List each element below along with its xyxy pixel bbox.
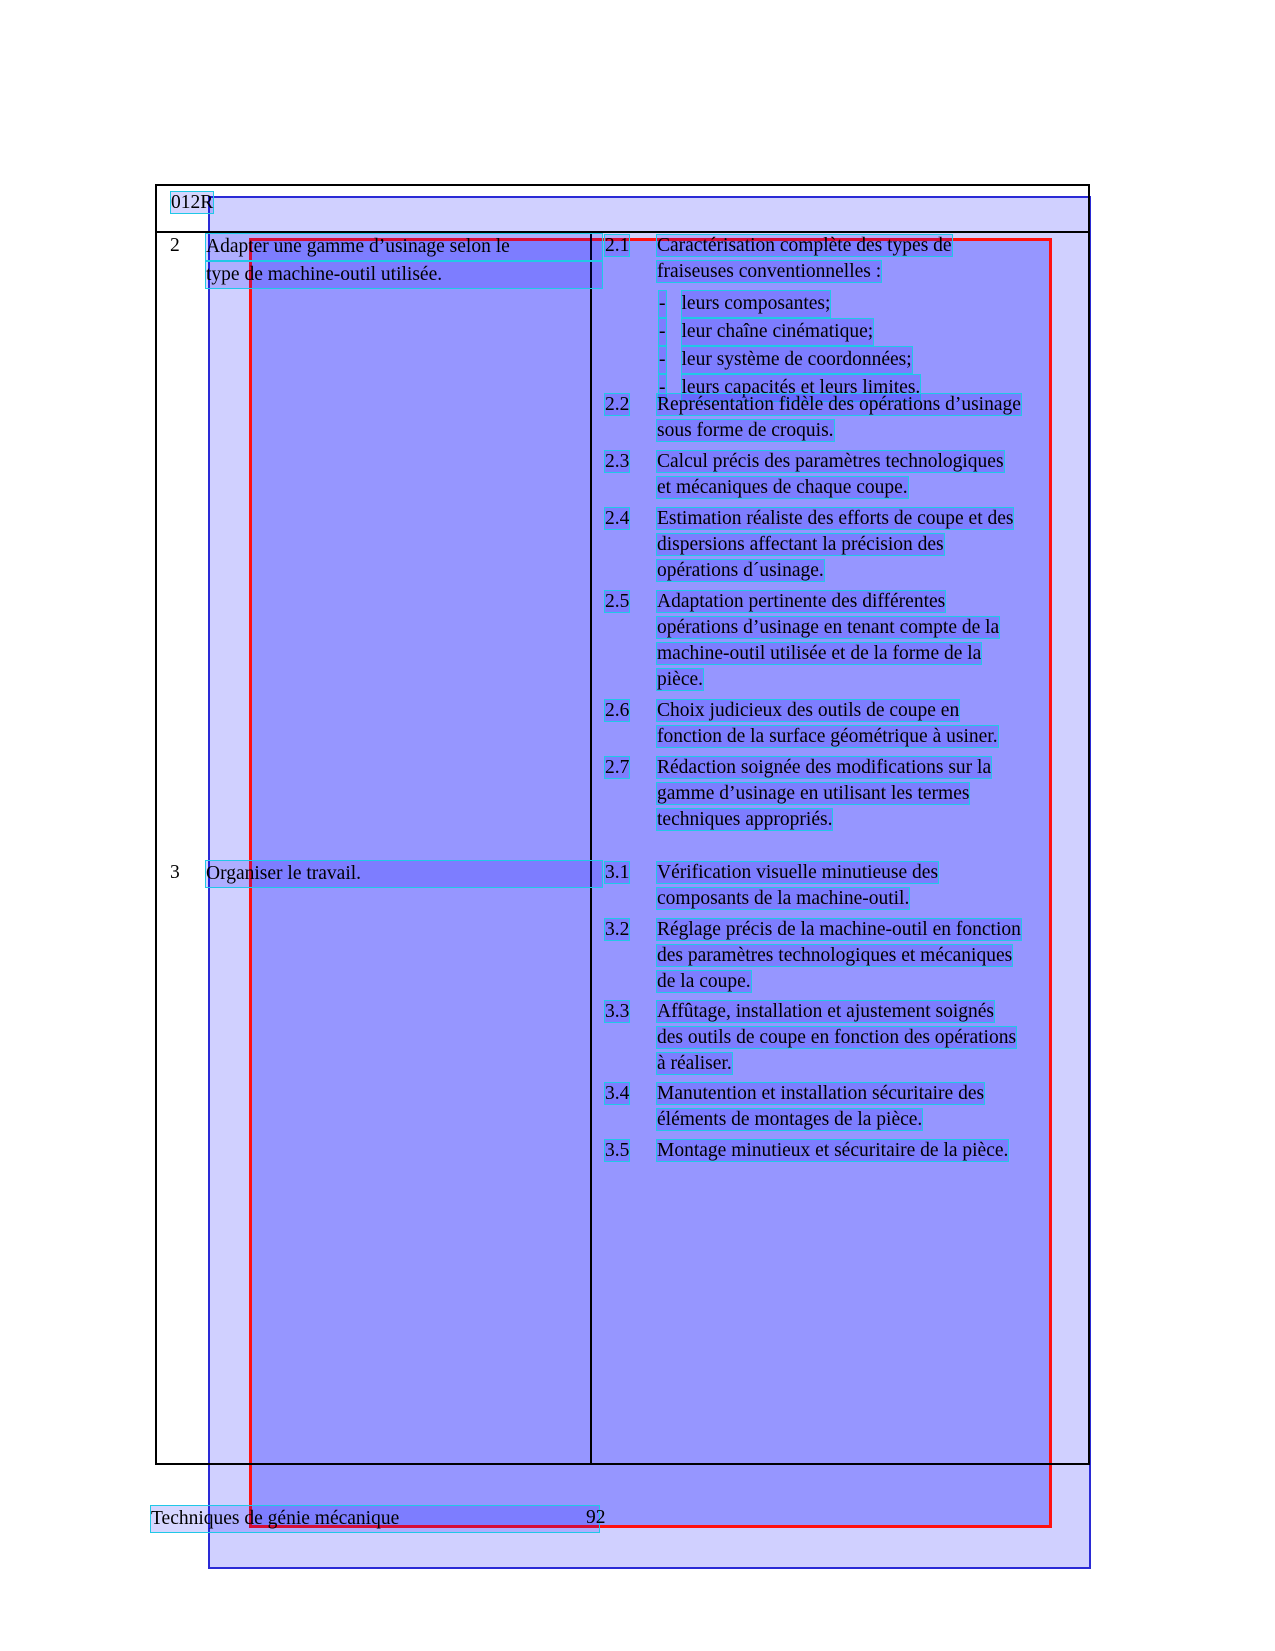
bullet-dash: -	[658, 374, 667, 402]
criterion-3-4-id: 3.4	[605, 1083, 630, 1104]
criterion-2-5-text: Adaptation pertinente des différentes opérations d’usinage en tenant compte de la machine-outil utilisée et de la forme de la pièce.	[657, 591, 1000, 690]
criterion-2-4-id: 2.4	[605, 508, 630, 529]
competency-number: 3	[170, 862, 180, 883]
criterion-2-6-text: Choix judicieux des outils de coupe en fonction de la surface géométrique à usiner.	[657, 700, 998, 747]
competency-title-line: Organiser le travail.	[205, 860, 603, 888]
document-code	[170, 190, 214, 216]
criterion-2-2-id: 2.2	[605, 394, 630, 415]
criterion-3-1-id: 3.1	[605, 862, 630, 883]
criterion-3-2-text: Réglage précis de la machine-outil en fonction des paramètres technologiques et mécaniques de la coupe.	[657, 919, 1021, 992]
criterion-2-1-text: Caractérisation complète des types de fraiseuses conventionnelles :	[657, 235, 952, 282]
table-left-border	[155, 184, 157, 1465]
criterion-3-3-text: Affûtage, installation et ajustement soignés des outils de coupe en fonction des opérations à réaliser.	[657, 1001, 1017, 1074]
bullet-text: leur chaîne cinématique;	[681, 318, 875, 346]
footer	[150, 1505, 600, 1533]
bullet-dash: -	[658, 290, 667, 318]
criterion-2-7-id: 2.7	[605, 757, 630, 778]
bullet-text: leurs composantes;	[681, 290, 832, 318]
competency-title-3	[205, 860, 603, 888]
criterion-2-5-id: 2.5	[605, 591, 630, 612]
competency-title-line: type de machine-outil utilisée.	[205, 261, 603, 289]
footer-title: Techniques de génie mécanique	[150, 1505, 600, 1533]
document-code-text: 012R	[171, 192, 214, 213]
criterion-3-5-text: Montage minutieux et sécuritaire de la pièce.	[657, 1140, 1009, 1161]
criterion-2-7-text: Rédaction soignée des modifications sur la gamme d’usinage en utilisant les termes techniques appropriés.	[657, 757, 992, 830]
bullet-dash: -	[658, 346, 667, 374]
criterion-2-1-bullets	[658, 290, 921, 402]
criterion-3-4-text: Manutention et installation sécuritaire des éléments de montages de la pièce.	[657, 1083, 985, 1130]
bullet-dash: -	[658, 318, 667, 346]
bullet-text: leurs capacités et leurs limites.	[681, 374, 922, 402]
criterion-2-4-text: Estimation réaliste des efforts de coupe et des dispersions affectant la précision des opérations d´usinage.	[657, 508, 1014, 581]
criterion-3-3-id: 3.3	[605, 1001, 630, 1022]
criterion-2-2-text: Représentation fidèle des opérations d’usinage sous forme de croquis.	[657, 394, 1021, 441]
criterion-2-6-id: 2.6	[605, 700, 630, 721]
competency-title-2	[205, 233, 603, 289]
criterion-3-2-id: 3.2	[605, 919, 630, 940]
competency-row-3	[170, 860, 180, 886]
table-top-border	[155, 184, 1090, 186]
footer-page-number: 92	[586, 1507, 606, 1528]
competency-number: 2	[170, 235, 180, 256]
criterion-2-3-text: Calcul précis des paramètres technologiques et mécaniques de chaque coupe.	[657, 451, 1004, 498]
criterion-3-1-text: Vérification visuelle minutieuse des composants de la machine-outil.	[657, 862, 939, 909]
table-bottom-border	[155, 1463, 1090, 1465]
criterion-2-3-id: 2.3	[605, 451, 630, 472]
criterion-2-1-id: 2.1	[605, 235, 630, 256]
table-column-divider	[590, 231, 592, 1465]
table-right-border	[1088, 184, 1090, 1465]
bullet-text: leur système de coordonnées;	[681, 346, 913, 374]
competency-row-2	[170, 233, 180, 259]
competency-title-line: Adapter une gamme d’usinage selon le	[205, 233, 603, 261]
criterion-3-5-id: 3.5	[605, 1140, 630, 1161]
